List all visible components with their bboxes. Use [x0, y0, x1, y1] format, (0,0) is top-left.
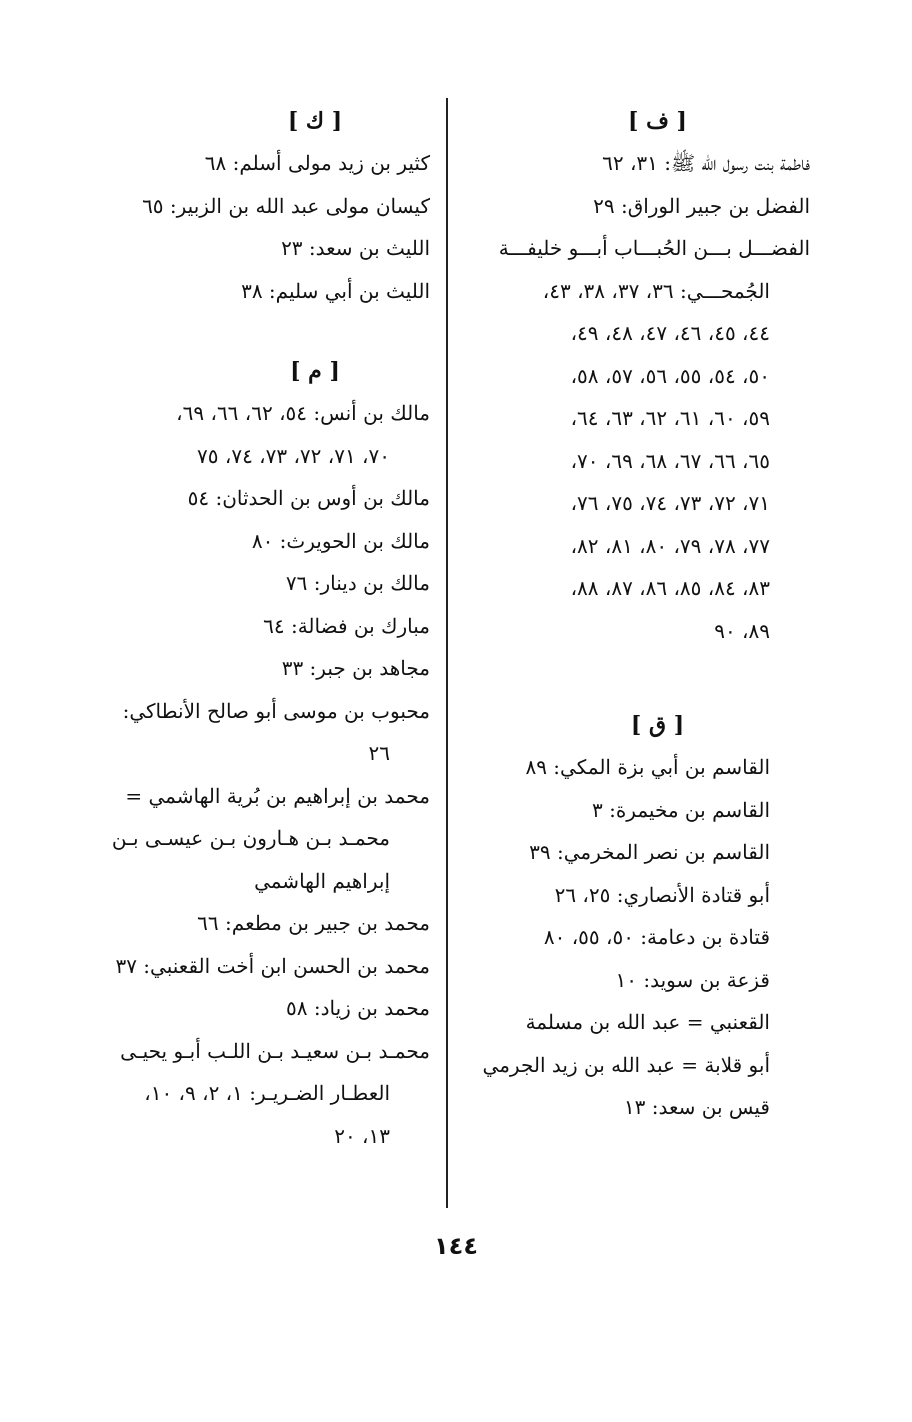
index-entry: أبو قتادة الأنصاري: ٢٥، ٢٦ [554, 882, 770, 907]
index-entry: قزعة بن سويد: ١٠ [615, 967, 770, 992]
index-entry: القاسم بن نصر المخرمي: ٣٩ [529, 840, 770, 864]
section-header-kaf: [ ك ] [287, 108, 343, 134]
index-entry: مالك بن الحويرث: ٨٠ [251, 528, 430, 553]
index-entry: الفضل بن جبير الوراق: ٢٩ [593, 193, 810, 218]
section-fa [465, 100, 810, 652]
section-qaf [465, 704, 810, 1129]
section-header-mim: [ م ] [290, 358, 340, 384]
index-entry: فاطمة بنت رسول الله ﷺ: ٣١، ٦٢ [602, 151, 810, 175]
index-entry-continuation: ٦٥، ٦٦، ٦٧، ٦٨، ٦٩، ٧٠، [570, 448, 770, 473]
index-entry: الليث بن أبي سليم: ٣٨ [241, 278, 430, 303]
index-entry-continuation: ٧٠، ٧١، ٧٢، ٧٣، ٧٤، ٧٥ [197, 443, 390, 468]
index-entry: محمد بن جبير بن مطعم: ٦٦ [197, 911, 430, 935]
section-gap [70, 312, 430, 350]
index-entry-continuation: إبراهيم الهاشمي [254, 868, 390, 893]
index-entry-continuation: ٧١، ٧٢، ٧٣، ٧٤، ٧٥، ٧٦، [570, 491, 770, 515]
section-kaf [70, 100, 430, 312]
index-entry: محبوب بن موسى أبو صالح الأنطاكي: [122, 698, 430, 723]
index-entry: القعنبي = عبد الله بن مسلمة [525, 1010, 770, 1034]
index-entry-continuation: العطـار الضـريـر: ١، ٢، ٩، ١٠، [144, 1081, 390, 1105]
index-entry-continuation: ٢٦ [368, 741, 390, 765]
page-number: ١٤٤ [434, 1232, 478, 1260]
index-entry: محمد بن إبراهيم بن بُرية الهاشمي = [125, 783, 430, 808]
index-entry-continuation: ٥٩، ٦٠، ٦١، ٦٢، ٦٣، ٦٤، [570, 406, 770, 430]
index-entry: الفضـــل بـــن الحُبـــاب أبـــو خليفـــة [498, 236, 810, 260]
right-column [465, 100, 810, 1129]
index-entry: مالك بن أوس بن الحدثان: ٥٤ [187, 486, 430, 510]
index-entry-continuation: ١٣، ٢٠ [334, 1123, 390, 1148]
index-entry: مالك بن أنس: ٥٤، ٦٢، ٦٦، ٦٩، [176, 401, 430, 425]
index-entry: القاسم بن أبي بزة المكي: ٨٩ [525, 755, 770, 779]
section-header-qaf: [ ق ] [630, 712, 685, 738]
index-entry-continuation: الجُمحـــي: ٣٦، ٣٧، ٣٨، ٤٣، [542, 278, 770, 303]
index-entry-continuation: محمـد بـن هـارون بـن عيسـى بـن [111, 826, 390, 850]
index-entry: كثير بن زيد مولى أسلم: ٦٨ [204, 151, 430, 175]
index-entry: مجاهد بن جبر: ٣٣ [281, 656, 430, 680]
column-divider [446, 98, 448, 1208]
index-entry: الليث بن سعد: ٢٣ [281, 236, 430, 260]
index-entry: محمد بن زياد: ٥٨ [286, 996, 430, 1020]
index-entry-continuation: ٨٣، ٨٤، ٨٥، ٨٦، ٨٧، ٨٨، [570, 576, 770, 600]
index-entry: محمـد بـن سعيـد بـن اللـب أبـو يحيـى [120, 1038, 430, 1063]
index-entry: القاسم بن مخيمرة: ٣ [591, 797, 770, 822]
index-entry-continuation: ٤٤، ٤٥، ٤٦، ٤٧، ٤٨، ٤٩، [570, 321, 770, 345]
index-entry: مبارك بن فضالة: ٦٤ [263, 613, 430, 638]
index-entry-continuation: ٨٩، ٩٠ [714, 618, 770, 643]
index-entry: قتادة بن دعامة: ٥٠، ٥٥، ٨٠ [543, 925, 770, 949]
index-entry: مالك بن دينار: ٧٦ [285, 571, 430, 595]
index-entry-continuation: ٥٠، ٥٤، ٥٥، ٥٦، ٥٧، ٥٨، [570, 363, 770, 388]
section-mim [70, 350, 430, 1157]
section-gap [465, 652, 810, 704]
index-entry: قيس بن سعد: ١٣ [623, 1095, 770, 1119]
index-entry: محمد بن الحسن ابن أخت القعنبي: ٣٧ [115, 953, 430, 978]
left-column [70, 100, 430, 1157]
index-entry-continuation: ٧٧، ٧٨، ٧٩، ٨٠، ٨١، ٨٢، [570, 533, 770, 558]
section-header-fa: [ ف ] [628, 108, 687, 134]
index-entry: أبو قلابة = عبد الله بن زيد الجرمي [482, 1052, 770, 1077]
index-entry: كيسان مولى عبد الله بن الزبير: ٦٥ [142, 193, 430, 218]
